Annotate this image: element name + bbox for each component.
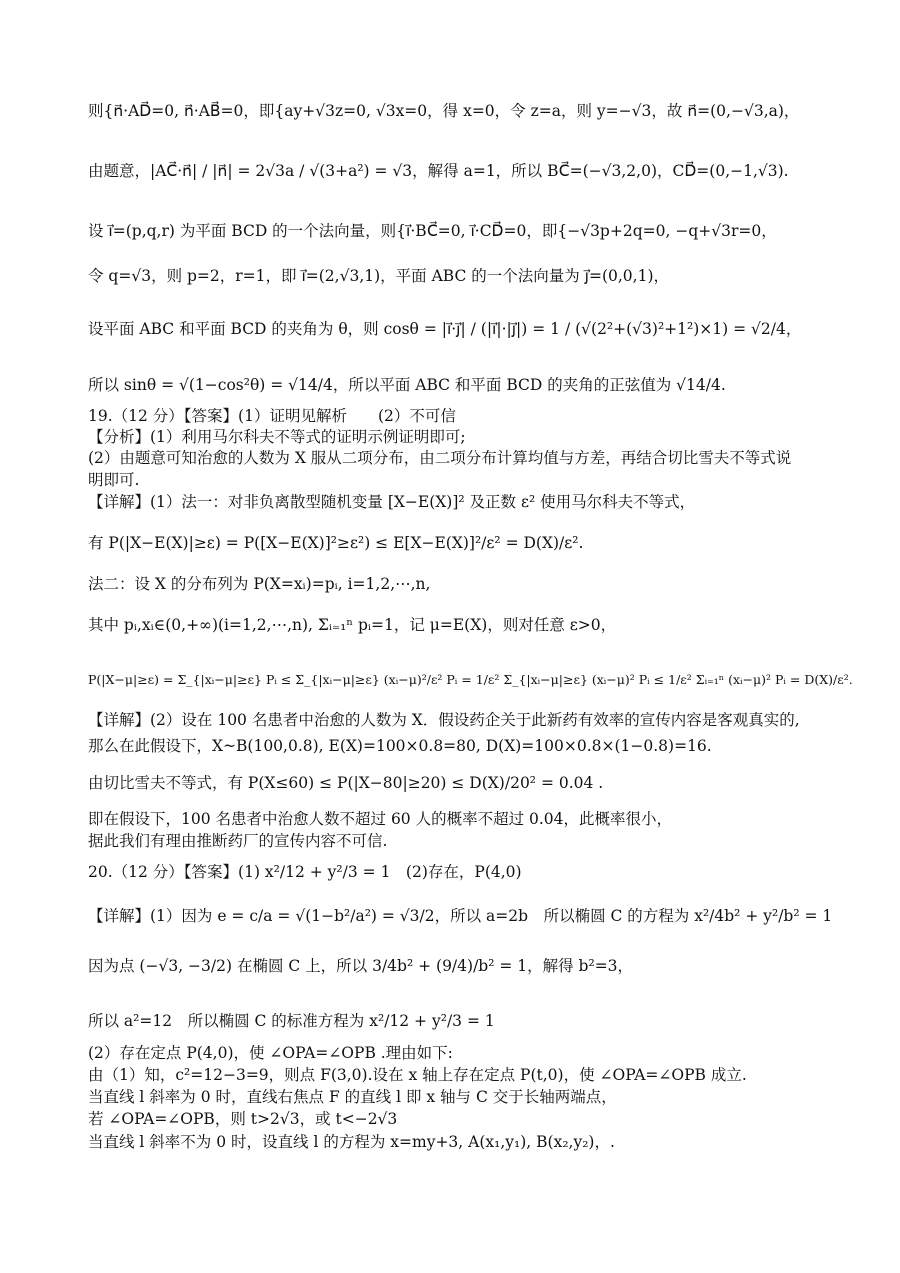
- solution-line-26: 由（1）知，c²=12−3=9，则点 F(3,0).设在 x 轴上存在定点 P(t,0)，使 ∠OPA=∠OPB 成立.: [88, 1066, 747, 1084]
- solution-line-09: (2）由题意可知治愈的人数为 X 服从二项分布，由二项分布计算均值与方差，再结合切比雪夫不等式说: [88, 449, 792, 467]
- solution-line-10: 明即可.: [88, 471, 140, 489]
- solution-line-05: 设平面 ABC 和平面 BCD 的夹角为 θ，则 cosθ = |i⃗·j⃗| / (|i⃗|·|j⃗|) = 1 / (√(2²+(√3)²+1²)×1) = √2/4，: [88, 320, 802, 338]
- solution-line-22: 【详解】(1）因为 e = c/a = √(1−b²/a²) = √3/2，所以 a=2b 所以椭圆 C 的方程为 x²/4b² + y²/b² = 1: [88, 907, 833, 925]
- solution-line-08: 【分析】(1）利用马尔科夫不等式的证明示例证明即可;: [88, 428, 466, 446]
- solution-line-20: 据此我们有理由推断药厂的宣传内容不可信.: [88, 832, 388, 850]
- solution-line-07: 19.（12 分）【答案】(1）证明见解析 (2）不可信: [88, 407, 456, 425]
- solution-line-02: 由题意，|AC⃗·n⃗| / |n⃗| = 2√3a / √(3+a²) = √3，解得 a=1，所以 BC⃗=(−√3,2,0)，CD⃗=(0,−1,√3).: [88, 162, 789, 180]
- solution-line-28: 若 ∠OPA=∠OPB，则 t>2√3，或 t<−2√3: [88, 1110, 398, 1128]
- solution-line-24: 所以 a²=12 所以椭圆 C 的标准方程为 x²/12 + y²/3 = 1: [88, 1012, 495, 1030]
- solution-line-18: 由切比雪夫不等式，有 P(X≤60) ≤ P(|X−80|≥20) ≤ D(X)/20² = 0.04 .: [88, 774, 604, 792]
- solution-line-23: 因为点 (−√3, −3/2) 在椭圆 C 上，所以 3/4b² + (9/4)/b² = 1，解得 b²=3，: [88, 957, 634, 975]
- solution-line-13: 法二：设 X 的分布列为 P(X=xᵢ)=pᵢ, i=1,2,⋯,n,: [88, 575, 431, 593]
- solution-line-12: 有 P(|X−E(X)|≥ε) = P([X−E(X)]²≥ε²) ≤ E[X−E(X)]²/ε² = D(X)/ε².: [88, 534, 584, 552]
- solution-line-21: 20.（12 分）【答案】(1) x²/12 + y²/3 = 1 (2)存在，P(4,0): [88, 863, 522, 881]
- solution-line-16: 【详解】(2）设在 100 名患者中治愈的人数为 X．假设药企关于此新药有效率的宣传内容是客观真实的,: [88, 711, 800, 729]
- solution-line-01: 则{n⃗·AD⃗=0, n⃗·AB⃗=0，即{ay+√3z=0, √3x=0，得 x=0，令 z=a，则 y=−√3，故 n⃗=(0,−√3,a)，: [88, 102, 800, 120]
- solution-line-27: 当直线 l 斜率为 0 时，直线右焦点 F 的直线 l 即 x 轴与 C 交于长轴两端点，: [88, 1088, 617, 1106]
- solution-line-04: 令 q=√3，则 p=2，r=1，即 i⃗=(2,√3,1)，平面 ABC 的一个法向量为 j⃗=(0,0,1)，: [88, 267, 670, 285]
- solution-line-14: 其中 pᵢ,xᵢ∈(0,+∞)(i=1,2,⋯,n), Σᵢ₌₁ⁿ pᵢ=1，记 μ=E(X)，则对任意 ε>0，: [88, 616, 617, 634]
- solution-line-17: 那么在此假设下，X~B(100,0.8), E(X)=100×0.8=80, D(X)=100×0.8×(1−0.8)=16.: [88, 737, 712, 755]
- solution-line-11: 【详解】(1）法一：对非负离散型随机变量 [X−E(X)]² 及正数 ε² 使用马尔科夫不等式，: [88, 493, 696, 511]
- solution-line-25: (2）存在定点 P(4,0)，使 ∠OPA=∠OPB .理由如下:: [88, 1044, 453, 1062]
- solution-line-29: 当直线 l 斜率不为 0 时，设直线 l 的方程为 x=my+3, A(x₁,y₁), B(x₂,y₂)，.: [88, 1133, 615, 1151]
- solution-line-06: 所以 sinθ = √(1−cos²θ) = √14/4，所以平面 ABC 和平面 BCD 的夹角的正弦值为 √14/4.: [88, 376, 726, 394]
- solution-line-15: P(|X−μ|≥ε) = Σ_{|xᵢ−μ|≥ε} Pᵢ ≤ Σ_{|xᵢ−μ|≥ε} (xᵢ−μ)²/ε² Pᵢ = 1/ε² Σ_{|xᵢ−μ|≥ε} (xᵢ−μ)² Pᵢ ≤ 1/ε² Σᵢ₌₁ⁿ (xᵢ−μ)² Pᵢ = D(X)/ε².: [88, 672, 853, 687]
- solution-line-03: 设 i⃗=(p,q,r) 为平面 BCD 的一个法向量，则{i⃗·BC⃗=0, i⃗·CD⃗=0，即{−√3p+2q=0, −q+√3r=0，: [88, 222, 777, 240]
- solution-line-19: 即在假设下，100 名患者中治愈人数不超过 60 人的概率不超过 0.04，此概率很小，: [88, 810, 673, 828]
